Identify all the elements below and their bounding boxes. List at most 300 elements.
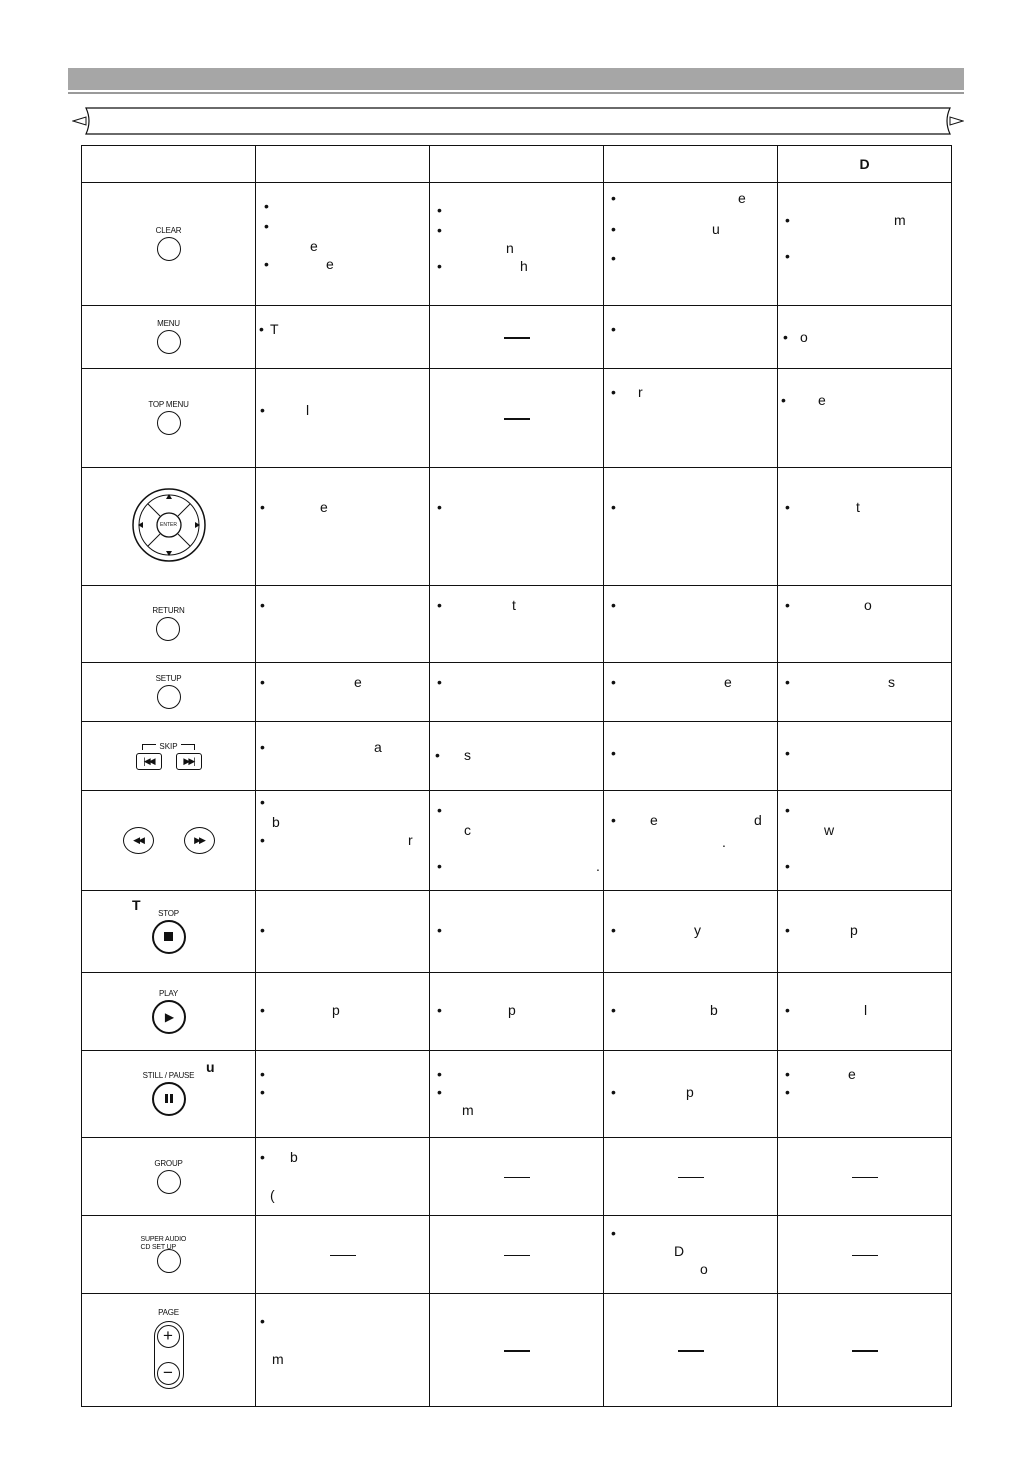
table-cell: [256, 791, 430, 891]
cell-content: [256, 891, 429, 972]
table-cell: [604, 1138, 778, 1216]
cell-content: [430, 663, 603, 721]
table-row: [82, 468, 952, 586]
text-fragment: r: [638, 384, 643, 400]
button-label: SUPER AUDIO CD SET UP: [140, 1236, 187, 1252]
cell-content: [604, 973, 777, 1050]
cell-content: [604, 722, 777, 790]
text-fragment: e: [818, 392, 826, 408]
text-fragment: •: [611, 384, 616, 400]
button-cell: [82, 369, 256, 468]
table-cell: [430, 722, 604, 791]
button-label: CLEAR: [155, 226, 182, 235]
function-table: [81, 145, 952, 1407]
setup-button[interactable]: [156, 675, 182, 709]
text-fragment: .: [722, 834, 726, 850]
text-fragment: •: [785, 1084, 790, 1100]
header-cell: [256, 146, 430, 183]
button-label: MENU: [157, 319, 180, 328]
button-label: STOP: [158, 908, 179, 918]
cell-content: [256, 663, 429, 721]
text-fragment: s: [464, 747, 471, 763]
text-fragment: u: [712, 221, 720, 237]
cell-content: [778, 306, 951, 368]
table-cell: [430, 1294, 604, 1407]
header-cell: [82, 146, 256, 183]
not-applicable-dash: [852, 1255, 878, 1257]
button-cell: [82, 891, 256, 973]
table-cell: [778, 369, 952, 468]
circle-button-icon: [157, 237, 181, 261]
table-cell: [604, 306, 778, 369]
table-row: [82, 663, 952, 722]
table-cell: [778, 722, 952, 791]
cell-content: [430, 1216, 603, 1293]
cell-content: [604, 663, 777, 721]
circle-button-icon: [156, 617, 180, 641]
table-cell: [778, 1051, 952, 1138]
button-cell: [82, 1051, 256, 1138]
fast-forward-icon[interactable]: ▶▶: [184, 827, 215, 854]
table-cell: [778, 973, 952, 1051]
still-pause-button[interactable]: [143, 1072, 195, 1116]
clear-button[interactable]: [156, 227, 182, 261]
text-fragment: t: [856, 499, 860, 515]
text-fragment: •: [611, 812, 616, 828]
text-fragment: •: [611, 922, 616, 938]
button-cell: [82, 1294, 256, 1407]
table-row: [82, 722, 952, 791]
text-fragment: •: [260, 402, 265, 418]
button-cell: [82, 663, 256, 722]
table-cell: [430, 1216, 604, 1294]
section-header-bar: [68, 68, 964, 90]
table-cell: [604, 1051, 778, 1138]
cell-content: [430, 369, 603, 467]
cell-content: [256, 973, 429, 1050]
cell-content: [604, 791, 777, 890]
direction-pad[interactable]: [130, 486, 208, 567]
group-button[interactable]: [154, 1160, 182, 1194]
text-fragment: D: [674, 1243, 685, 1259]
button-label: PAGE: [158, 1307, 179, 1317]
text-fragment: b: [710, 1002, 718, 1018]
text-fragment: •: [435, 747, 440, 763]
table-cell: [256, 1051, 430, 1138]
table-cell: [604, 369, 778, 468]
text-fragment: •: [264, 218, 269, 234]
button-label: SKIP: [159, 742, 178, 751]
text-fragment: •: [611, 1225, 616, 1241]
button-cell: [82, 791, 256, 891]
table-header-row: [82, 146, 952, 183]
stop-icon: [152, 920, 186, 954]
cell-content: [430, 468, 603, 585]
cell-content: [604, 1051, 777, 1137]
cell-content: [778, 973, 951, 1050]
text-fragment: y: [694, 922, 701, 938]
table-cell: [256, 973, 430, 1051]
cell-content: [430, 791, 603, 890]
cell-content: [604, 468, 777, 585]
pause-glyph: [154, 1093, 184, 1105]
cell-content: [430, 306, 603, 368]
table-cell: [778, 586, 952, 663]
cell-content: [430, 722, 603, 790]
text-fragment: •: [437, 202, 442, 218]
table-cell: [256, 891, 430, 973]
table-cell: [430, 306, 604, 369]
button-label: RETURN: [152, 606, 185, 615]
cell-content: [256, 183, 429, 305]
cell-content: [604, 306, 777, 368]
text-fragment: •: [611, 499, 616, 515]
cell-content: [604, 586, 777, 662]
cell-content: [778, 1294, 951, 1406]
page-minus-icon[interactable]: −: [157, 1362, 180, 1385]
cell-content: [430, 891, 603, 972]
text-fragment: •: [611, 190, 616, 206]
text-fragment: •: [437, 499, 442, 515]
text-fragment: •: [785, 922, 790, 938]
table-row: [82, 1216, 952, 1294]
skip-bracket-right: [181, 744, 195, 750]
play-button[interactable]: [152, 990, 186, 1034]
circle-button-icon: [157, 411, 181, 435]
cell-content: [256, 1138, 429, 1215]
skip-previous-icon[interactable]: |◀◀: [136, 753, 162, 770]
text-fragment: p: [508, 1002, 516, 1018]
circle-button-icon: [157, 330, 181, 354]
table-cell: [604, 722, 778, 791]
table-cell: [256, 468, 430, 586]
table-row: [82, 306, 952, 369]
corner-letter: u: [206, 1059, 215, 1075]
text-fragment: o: [864, 597, 872, 613]
cell-content: [778, 586, 951, 662]
cell-content: [256, 1216, 429, 1293]
cell-content: [430, 586, 603, 662]
text-fragment: •: [259, 321, 264, 337]
button-cell: [82, 468, 256, 586]
text-fragment: T: [270, 321, 279, 337]
cell-content: [778, 468, 951, 585]
cell-content: [778, 369, 951, 467]
cell-content: [778, 891, 951, 972]
text-fragment: m: [894, 212, 906, 228]
enter-label: ENTER: [160, 522, 177, 528]
text-fragment: •: [260, 1084, 265, 1100]
cell-content: [256, 468, 429, 585]
text-fragment: e: [354, 674, 362, 690]
text-fragment: •: [437, 1066, 442, 1082]
text-fragment: •: [611, 321, 616, 337]
skip-bracket-left: [142, 744, 156, 750]
not-applicable-dash: [504, 418, 530, 420]
text-fragment: m: [272, 1351, 284, 1367]
text-fragment: •: [260, 922, 265, 938]
table-cell: [256, 1138, 430, 1216]
table-row: [82, 791, 952, 891]
button-cell: [82, 722, 256, 791]
cell-content: [778, 183, 951, 305]
text-fragment: b: [290, 1149, 298, 1165]
button-cell: [82, 973, 256, 1051]
table-cell: [778, 1294, 952, 1407]
table-row: [82, 183, 952, 306]
text-fragment: l: [864, 1002, 868, 1018]
scan-buttons[interactable]: [123, 827, 215, 854]
text-fragment: c: [464, 822, 471, 838]
text-fragment: o: [800, 329, 808, 345]
play-glyph: ▶: [164, 1009, 175, 1024]
text-fragment: •: [260, 739, 265, 755]
circle-button-icon: [157, 1170, 181, 1194]
stop-square-glyph: [164, 932, 173, 941]
header-cell-text: D: [859, 156, 870, 172]
text-fragment: •: [437, 802, 442, 818]
button-label: PLAY: [158, 988, 179, 998]
stop-glyph: [154, 931, 184, 943]
cell-content: [604, 891, 777, 972]
text-fragment: •: [260, 597, 265, 613]
cell-content: [778, 1138, 951, 1215]
text-fragment: a: [374, 739, 382, 755]
text-fragment: n: [506, 240, 514, 256]
skip-label: [136, 742, 202, 751]
text-fragment: d: [754, 812, 762, 828]
pause-icon: [152, 1082, 186, 1116]
text-fragment: p: [332, 1002, 340, 1018]
table-cell: [604, 663, 778, 722]
table-cell: [604, 973, 778, 1051]
cell-content: [430, 1051, 603, 1137]
not-applicable-dash: [852, 1350, 878, 1352]
text-fragment: e: [724, 674, 732, 690]
text-fragment: m: [462, 1102, 474, 1118]
button-cell: [82, 306, 256, 369]
top-menu-button[interactable]: [148, 401, 188, 435]
table-cell: [256, 306, 430, 369]
table-cell: [430, 663, 604, 722]
section-header-rule: [68, 92, 964, 94]
text-fragment: e: [848, 1066, 856, 1082]
text-fragment: •: [437, 1002, 442, 1018]
cell-content: [778, 663, 951, 721]
text-fragment: e: [650, 812, 658, 828]
table-cell: [778, 183, 952, 306]
cell-content: [604, 183, 777, 305]
table-cell: [256, 1216, 430, 1294]
header-cell: [778, 146, 952, 183]
text-fragment: •: [611, 597, 616, 613]
cell-content: [256, 722, 429, 790]
text-fragment: •: [785, 802, 790, 818]
table-cell: [430, 791, 604, 891]
text-fragment: h: [520, 258, 528, 274]
text-fragment: •: [264, 198, 269, 214]
button-label: TOP MENU: [148, 400, 189, 409]
button-cell: [82, 1138, 256, 1216]
text-fragment: •: [781, 392, 786, 408]
table-cell: [778, 663, 952, 722]
text-fragment: e: [320, 499, 328, 515]
text-fragment: e: [326, 256, 334, 272]
text-fragment: •: [785, 248, 790, 264]
cell-content: [256, 369, 429, 467]
table-cell: [604, 183, 778, 306]
cell-content: [430, 183, 603, 305]
page-pill: [154, 1321, 184, 1389]
text-fragment: •: [260, 832, 265, 848]
not-applicable-dash: [678, 1177, 704, 1179]
cell-content: [778, 791, 951, 890]
table-row: [82, 1138, 952, 1216]
table-cell: [778, 306, 952, 369]
not-applicable-dash: [330, 1255, 356, 1257]
table-cell: [256, 663, 430, 722]
table-cell: [604, 891, 778, 973]
text-fragment: p: [850, 922, 858, 938]
table-cell: [604, 468, 778, 586]
text-fragment: •: [260, 1313, 265, 1329]
text-fragment: •: [783, 329, 788, 345]
not-applicable-dash: [504, 1177, 530, 1179]
header-cell: [604, 146, 778, 183]
table-cell: [604, 1294, 778, 1407]
cell-content: [604, 369, 777, 467]
table-cell: [430, 183, 604, 306]
table-cell: [604, 586, 778, 663]
cell-content: [604, 1294, 777, 1406]
circle-button-icon: [157, 685, 181, 709]
table-cell: [256, 1294, 430, 1407]
rewind-icon[interactable]: ◀◀: [123, 827, 154, 854]
text-fragment: .: [596, 858, 600, 874]
text-fragment: t: [512, 597, 516, 613]
text-fragment: •: [785, 499, 790, 515]
cell-content: [256, 306, 429, 368]
text-fragment: •: [611, 745, 616, 761]
play-icon: [152, 1000, 186, 1034]
text-fragment: •: [264, 256, 269, 272]
table-cell: [430, 1051, 604, 1138]
table-row: [82, 369, 952, 468]
text-fragment: •: [437, 258, 442, 274]
not-applicable-dash: [504, 1255, 530, 1257]
not-applicable-dash: [852, 1177, 878, 1179]
corner-letter: T: [132, 897, 141, 913]
text-fragment: s: [888, 674, 895, 690]
skip-button-row: [136, 753, 202, 770]
table-row: [82, 1294, 952, 1407]
table-row: [82, 1051, 952, 1138]
text-fragment: •: [260, 674, 265, 690]
table-cell: [778, 891, 952, 973]
circle-button-icon: [157, 1249, 181, 1273]
text-fragment: •: [611, 1084, 616, 1100]
cell-content: [430, 973, 603, 1050]
text-fragment: •: [260, 1002, 265, 1018]
text-fragment: •: [260, 499, 265, 515]
text-fragment: •: [785, 212, 790, 228]
cell-content: [778, 722, 951, 790]
text-fragment: l: [306, 402, 310, 418]
pause-bar: [165, 1094, 168, 1103]
menu-button[interactable]: [157, 320, 181, 354]
cell-content: [778, 1216, 951, 1293]
text-fragment: e: [310, 238, 318, 254]
table-cell: [778, 791, 952, 891]
text-fragment: •: [437, 1084, 442, 1100]
table-cell: [256, 183, 430, 306]
table-cell: [256, 586, 430, 663]
table-cell: [778, 1138, 952, 1216]
super-audio-cd-setup-button[interactable]: [141, 1236, 197, 1272]
text-fragment: •: [611, 674, 616, 690]
text-fragment: •: [611, 250, 616, 266]
text-fragment: •: [785, 674, 790, 690]
text-fragment: •: [785, 597, 790, 613]
cell-content: [256, 586, 429, 662]
text-fragment: •: [260, 1149, 265, 1165]
text-fragment: •: [785, 1002, 790, 1018]
table-cell: [256, 369, 430, 468]
text-fragment: b: [272, 814, 280, 830]
text-fragment: •: [437, 597, 442, 613]
cell-content: [604, 1216, 777, 1293]
skip-next-icon[interactable]: ▶▶|: [176, 753, 202, 770]
pause-bar: [170, 1094, 173, 1103]
table-cell: [430, 586, 604, 663]
cell-content: [604, 1138, 777, 1215]
cell-content: [778, 1051, 951, 1137]
table-cell: [256, 722, 430, 791]
not-applicable-dash: [504, 1350, 530, 1352]
text-fragment: •: [260, 794, 265, 810]
text-fragment: •: [611, 221, 616, 237]
table-cell: [430, 468, 604, 586]
page-plus-icon[interactable]: +: [157, 1325, 180, 1348]
table-cell: [778, 1216, 952, 1294]
table-row: [82, 586, 952, 663]
title-banner: [72, 107, 964, 135]
skip-buttons[interactable]: [136, 742, 202, 770]
cell-content: [430, 1138, 603, 1215]
table-row: [82, 973, 952, 1051]
not-applicable-dash: [678, 1350, 704, 1352]
button-label: SETUP: [155, 674, 182, 683]
text-fragment: •: [437, 922, 442, 938]
return-button[interactable]: [152, 607, 184, 641]
header-cell: [430, 146, 604, 183]
text-fragment: •: [785, 1066, 790, 1082]
not-applicable-dash: [504, 337, 530, 339]
text-fragment: (: [270, 1187, 275, 1203]
page-buttons[interactable]: [154, 1309, 184, 1392]
stop-button[interactable]: [152, 910, 186, 954]
button-cell: [82, 183, 256, 306]
text-fragment: o: [700, 1261, 708, 1277]
table-cell: [430, 1138, 604, 1216]
text-fragment: •: [611, 1002, 616, 1018]
text-fragment: •: [260, 1066, 265, 1082]
scan-button-row: [123, 827, 215, 854]
table-cell: [430, 369, 604, 468]
text-fragment: •: [785, 858, 790, 874]
button-cell: [82, 1216, 256, 1294]
text-fragment: p: [686, 1084, 694, 1100]
